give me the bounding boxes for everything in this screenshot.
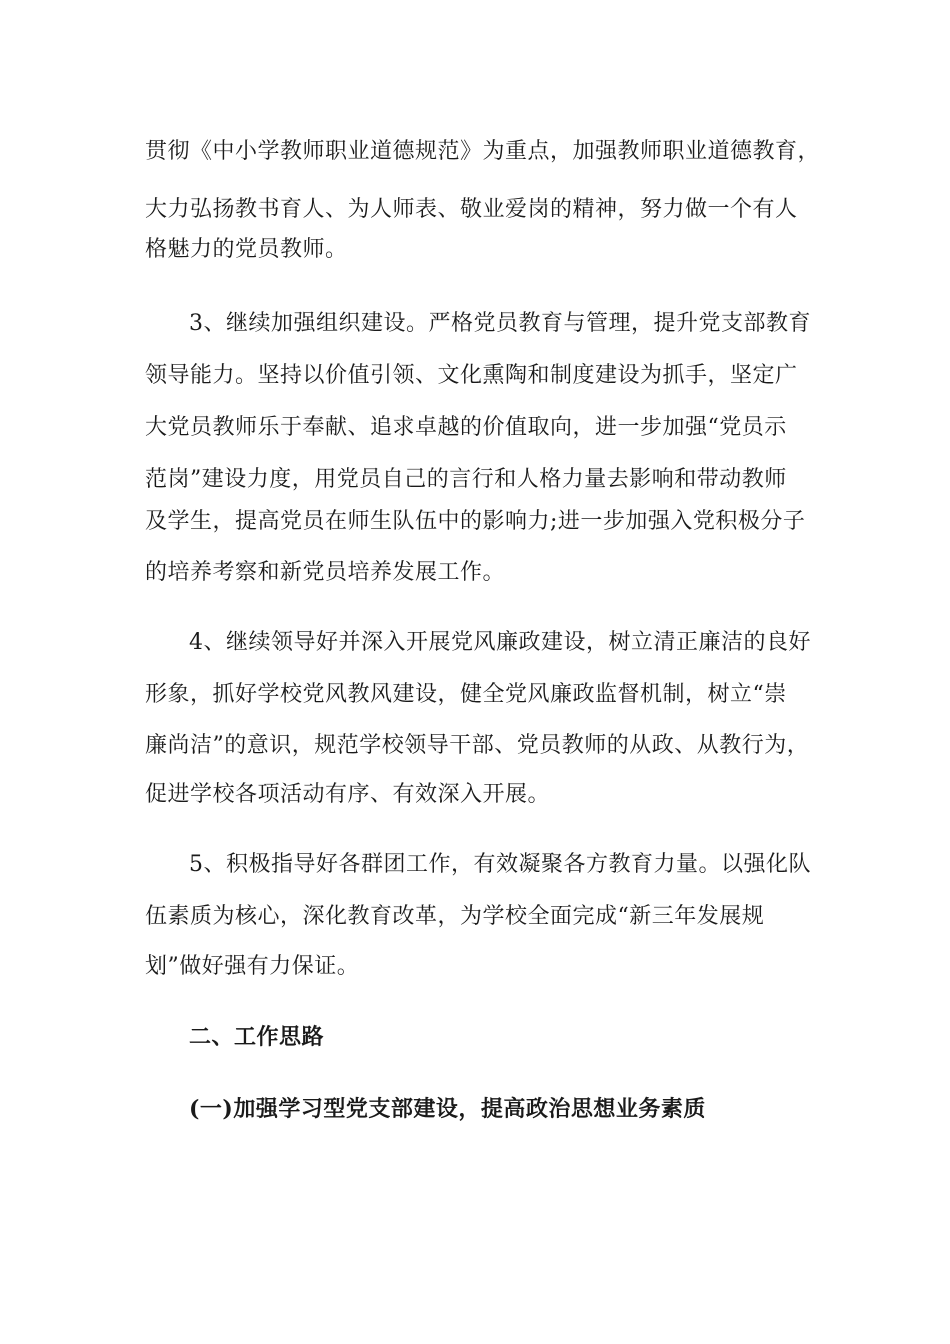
paragraph-line: 范岗”建设力度，用党员自己的言行和人格力量去影响和带动教师 [145,467,787,492]
paragraph-line: 格魅力的党员教师。 [145,237,348,262]
paragraph-line: 3、继续加强组织建设。严格党员教育与管理，提升党支部教育 [189,311,811,336]
paragraph-line: 形象，抓好学校党风教风建设，健全党风廉政监督机制，树立“崇 [145,682,787,707]
section-heading: 二、工作思路 [189,1024,325,1050]
paragraph-line: 及学生，提高党员在师生队伍中的影响力;进一步加强入党积极分子 [145,509,806,534]
paragraph-line: 5、积极指导好各群团工作，有效凝聚各方教育力量。以强化队 [189,852,811,877]
paragraph-line: 的培养考察和新党员培养发展工作。 [145,560,506,585]
paragraph-line: 大力弘扬教书育人、为人师表、敬业爱岗的精神，努力做一个有人 [145,197,798,222]
paragraph-line: 大党员教师乐于奉献、追求卓越的价值取向，进一步加强“党员示 [145,415,787,440]
paragraph-line: 廉尚洁”的意识，规范学校领导干部、党员教师的从政、从教行为， [145,733,810,758]
paragraph-line: 伍素质为核心，深化教育改革，为学校全面完成“新三年发展规 [145,904,765,929]
paragraph-line: 4、继续领导好并深入开展党风廉政建设，树立清正廉洁的良好 [189,630,811,655]
paragraph-line: 领导能力。坚持以价值引领、文化熏陶和制度建设为抓手，坚定广 [145,363,798,388]
subsection-heading: (一)加强学习型党支部建设，提高政治思想业务素质 [189,1096,706,1122]
paragraph-line: 促进学校各项活动有序、有效深入开展。 [145,782,551,807]
paragraph-line: 划”做好强有力保证。 [145,954,360,979]
paragraph-line: 贯彻《中小学教师职业道德规范》为重点，加强教师职业道德教育， [145,139,821,164]
